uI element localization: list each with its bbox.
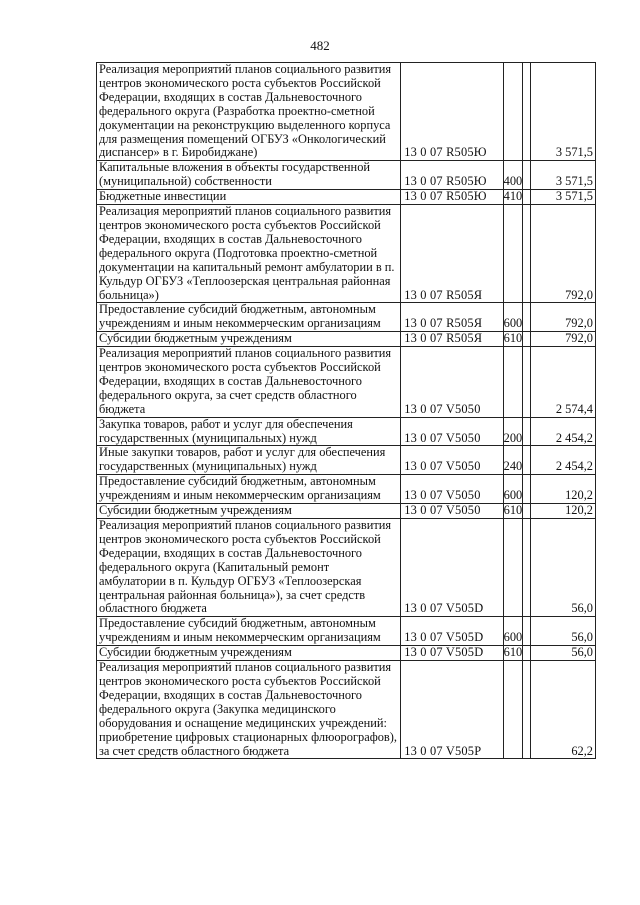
row-code: 13 0 07 V505D (401, 646, 503, 661)
row-name: Предоставление субсидий бюджетным, автономным учреждениям и иным некоммерческим организациям (97, 617, 401, 646)
row-sum: 3 571,5 (530, 190, 595, 205)
row-name: Реализация мероприятий планов социального развития центров экономического роста субъектов Российской Федерации, входящих в состав Дальневосточного федерального округа, за счет средств областного бюджета (97, 347, 401, 418)
row-name: Бюджетные инвестиции (97, 190, 401, 205)
table-row (97, 661, 596, 759)
row-name: Закупка товаров, работ и услуг для обеспечения государственных (муниципальных) нужд (97, 417, 401, 446)
row-empty-cell (522, 661, 530, 759)
row-sum: 56,0 (530, 646, 595, 661)
row-name: Предоставление субсидий бюджетным, автономным учреждениям и иным некоммерческим организациям (97, 303, 401, 332)
row-expense-type: 400 (503, 161, 522, 190)
table-row (97, 519, 596, 617)
row-expense-type (503, 347, 522, 418)
table-row (97, 205, 596, 303)
table-row (97, 617, 596, 646)
row-empty-cell (522, 519, 530, 617)
budget-table (96, 62, 596, 759)
row-empty-cell (522, 332, 530, 347)
row-empty-cell (522, 347, 530, 418)
row-expense-type: 610 (503, 331, 523, 346)
row-empty-cell (522, 205, 530, 303)
table-row (97, 161, 596, 190)
row-empty-cell (522, 504, 530, 519)
row-name: Реализация мероприятий планов социального развития центров экономического роста субъектов Российской Федерации, входящих в состав Дальневосточного федерального округа (Подготовка проектно-сметной документации на капитальный ремонт амбулатории в п. Кульдур ОГБУЗ «Теплоозерская центральная районная больница») (97, 205, 401, 303)
row-sum: 792,0 (530, 303, 595, 332)
table-row (97, 446, 596, 475)
row-name: Субсидии бюджетным учреждениям (97, 504, 401, 519)
row-expense-type: 240 (503, 446, 522, 475)
row-expense-type (503, 661, 522, 759)
row-name: Субсидии бюджетным учреждениям (97, 332, 401, 347)
row-code: 13 0 07 R505Я (401, 303, 503, 332)
row-code: 13 0 07 V505D (401, 617, 503, 646)
row-sum: 120,2 (530, 504, 595, 519)
row-name: Предоставление субсидий бюджетным, автономным учреждениям и иным некоммерческим организациям (97, 475, 401, 504)
row-sum: 3 571,5 (530, 63, 595, 161)
table-row (97, 504, 596, 519)
row-code: 13 0 07 V5050 (401, 446, 503, 475)
row-empty-cell (522, 63, 530, 161)
row-expense-type: 610 (503, 503, 523, 518)
row-empty-cell (522, 617, 530, 646)
row-expense-type: 600 (503, 303, 522, 332)
table-row (97, 63, 596, 161)
row-sum: 2 574,4 (530, 347, 595, 418)
row-empty-cell (522, 446, 530, 475)
table-row (97, 417, 596, 446)
row-expense-type: 410 (503, 189, 523, 204)
row-name: Субсидии бюджетным учреждениям (97, 646, 401, 661)
row-code: 13 0 07 R505Ю (401, 161, 503, 190)
row-expense-type: 600 (503, 617, 522, 646)
row-expense-type (503, 63, 522, 161)
table-row (97, 303, 596, 332)
row-code: 13 0 07 R505Я (401, 332, 503, 347)
row-sum: 3 571,5 (530, 161, 595, 190)
table-row (97, 347, 596, 418)
row-empty-cell (522, 190, 530, 205)
row-expense-type (503, 519, 522, 617)
row-code: 13 0 07 V5050 (401, 417, 503, 446)
table-row (97, 646, 596, 661)
row-sum: 2 454,2 (530, 417, 595, 446)
row-empty-cell (522, 161, 530, 190)
row-sum: 792,0 (530, 332, 595, 347)
row-empty-cell (522, 646, 530, 661)
row-code: 13 0 07 R505Я (401, 205, 503, 303)
row-sum: 62,2 (530, 661, 595, 759)
table-row (97, 475, 596, 504)
row-code: 13 0 07 V505P (401, 661, 503, 759)
row-expense-type: 200 (503, 417, 522, 446)
row-code: 13 0 07 V5050 (401, 347, 503, 418)
row-name: Капитальные вложения в объекты государственной (муниципальной) собственности (97, 161, 401, 190)
row-expense-type (503, 205, 522, 303)
row-name: Реализация мероприятий планов социального развития центров экономического роста субъектов Российской Федерации, входящих в состав Дальневосточного федерального округа (Разработка проектно-сметной документации на реконструкцию выделенного корпуса для размещения помещений ОГБУЗ «Онкологический диспансер» в г. Биробиджане) (97, 63, 401, 161)
row-code: 13 0 07 V5050 (401, 504, 503, 519)
row-code: 13 0 07 V5050 (401, 475, 503, 504)
row-empty-cell (522, 417, 530, 446)
table-row (97, 190, 596, 205)
row-sum: 56,0 (530, 617, 595, 646)
row-sum: 120,2 (530, 475, 595, 504)
row-expense-type: 600 (503, 475, 522, 504)
row-name: Иные закупки товаров, работ и услуг для обеспечения государственных (муниципальных) нужд (97, 446, 401, 475)
row-sum: 56,0 (530, 519, 595, 617)
row-code: 13 0 07 V505D (401, 519, 503, 617)
row-sum: 792,0 (530, 205, 595, 303)
table-row (97, 332, 596, 347)
row-code: 13 0 07 R505Ю (401, 190, 503, 205)
row-code: 13 0 07 R505Ю (401, 63, 503, 161)
row-empty-cell (522, 475, 530, 504)
row-name: Реализация мероприятий планов социального развития центров экономического роста субъектов Российской Федерации, входящих в состав Дальневосточного федерального округа (Капитальный ремонт амбулатории в п. Кульдур ОГБУЗ «Теплоозерская центральная районная больница»), за счет средств областного бюджета (97, 519, 401, 617)
row-name: Реализация мероприятий планов социального развития центров экономического роста субъектов Российской Федерации, входящих в состав Дальневосточного федерального округа (Закупка медицинского оборудования и оснащение медицинских учреждений: приобретение цифровых стационарных флюорографов), за счет средств областного бюджета (97, 661, 401, 759)
budget-table-body (97, 63, 596, 759)
row-empty-cell (522, 303, 530, 332)
row-expense-type: 610 (503, 645, 523, 660)
page-number: 482 (310, 38, 330, 53)
row-sum: 2 454,2 (530, 446, 595, 475)
